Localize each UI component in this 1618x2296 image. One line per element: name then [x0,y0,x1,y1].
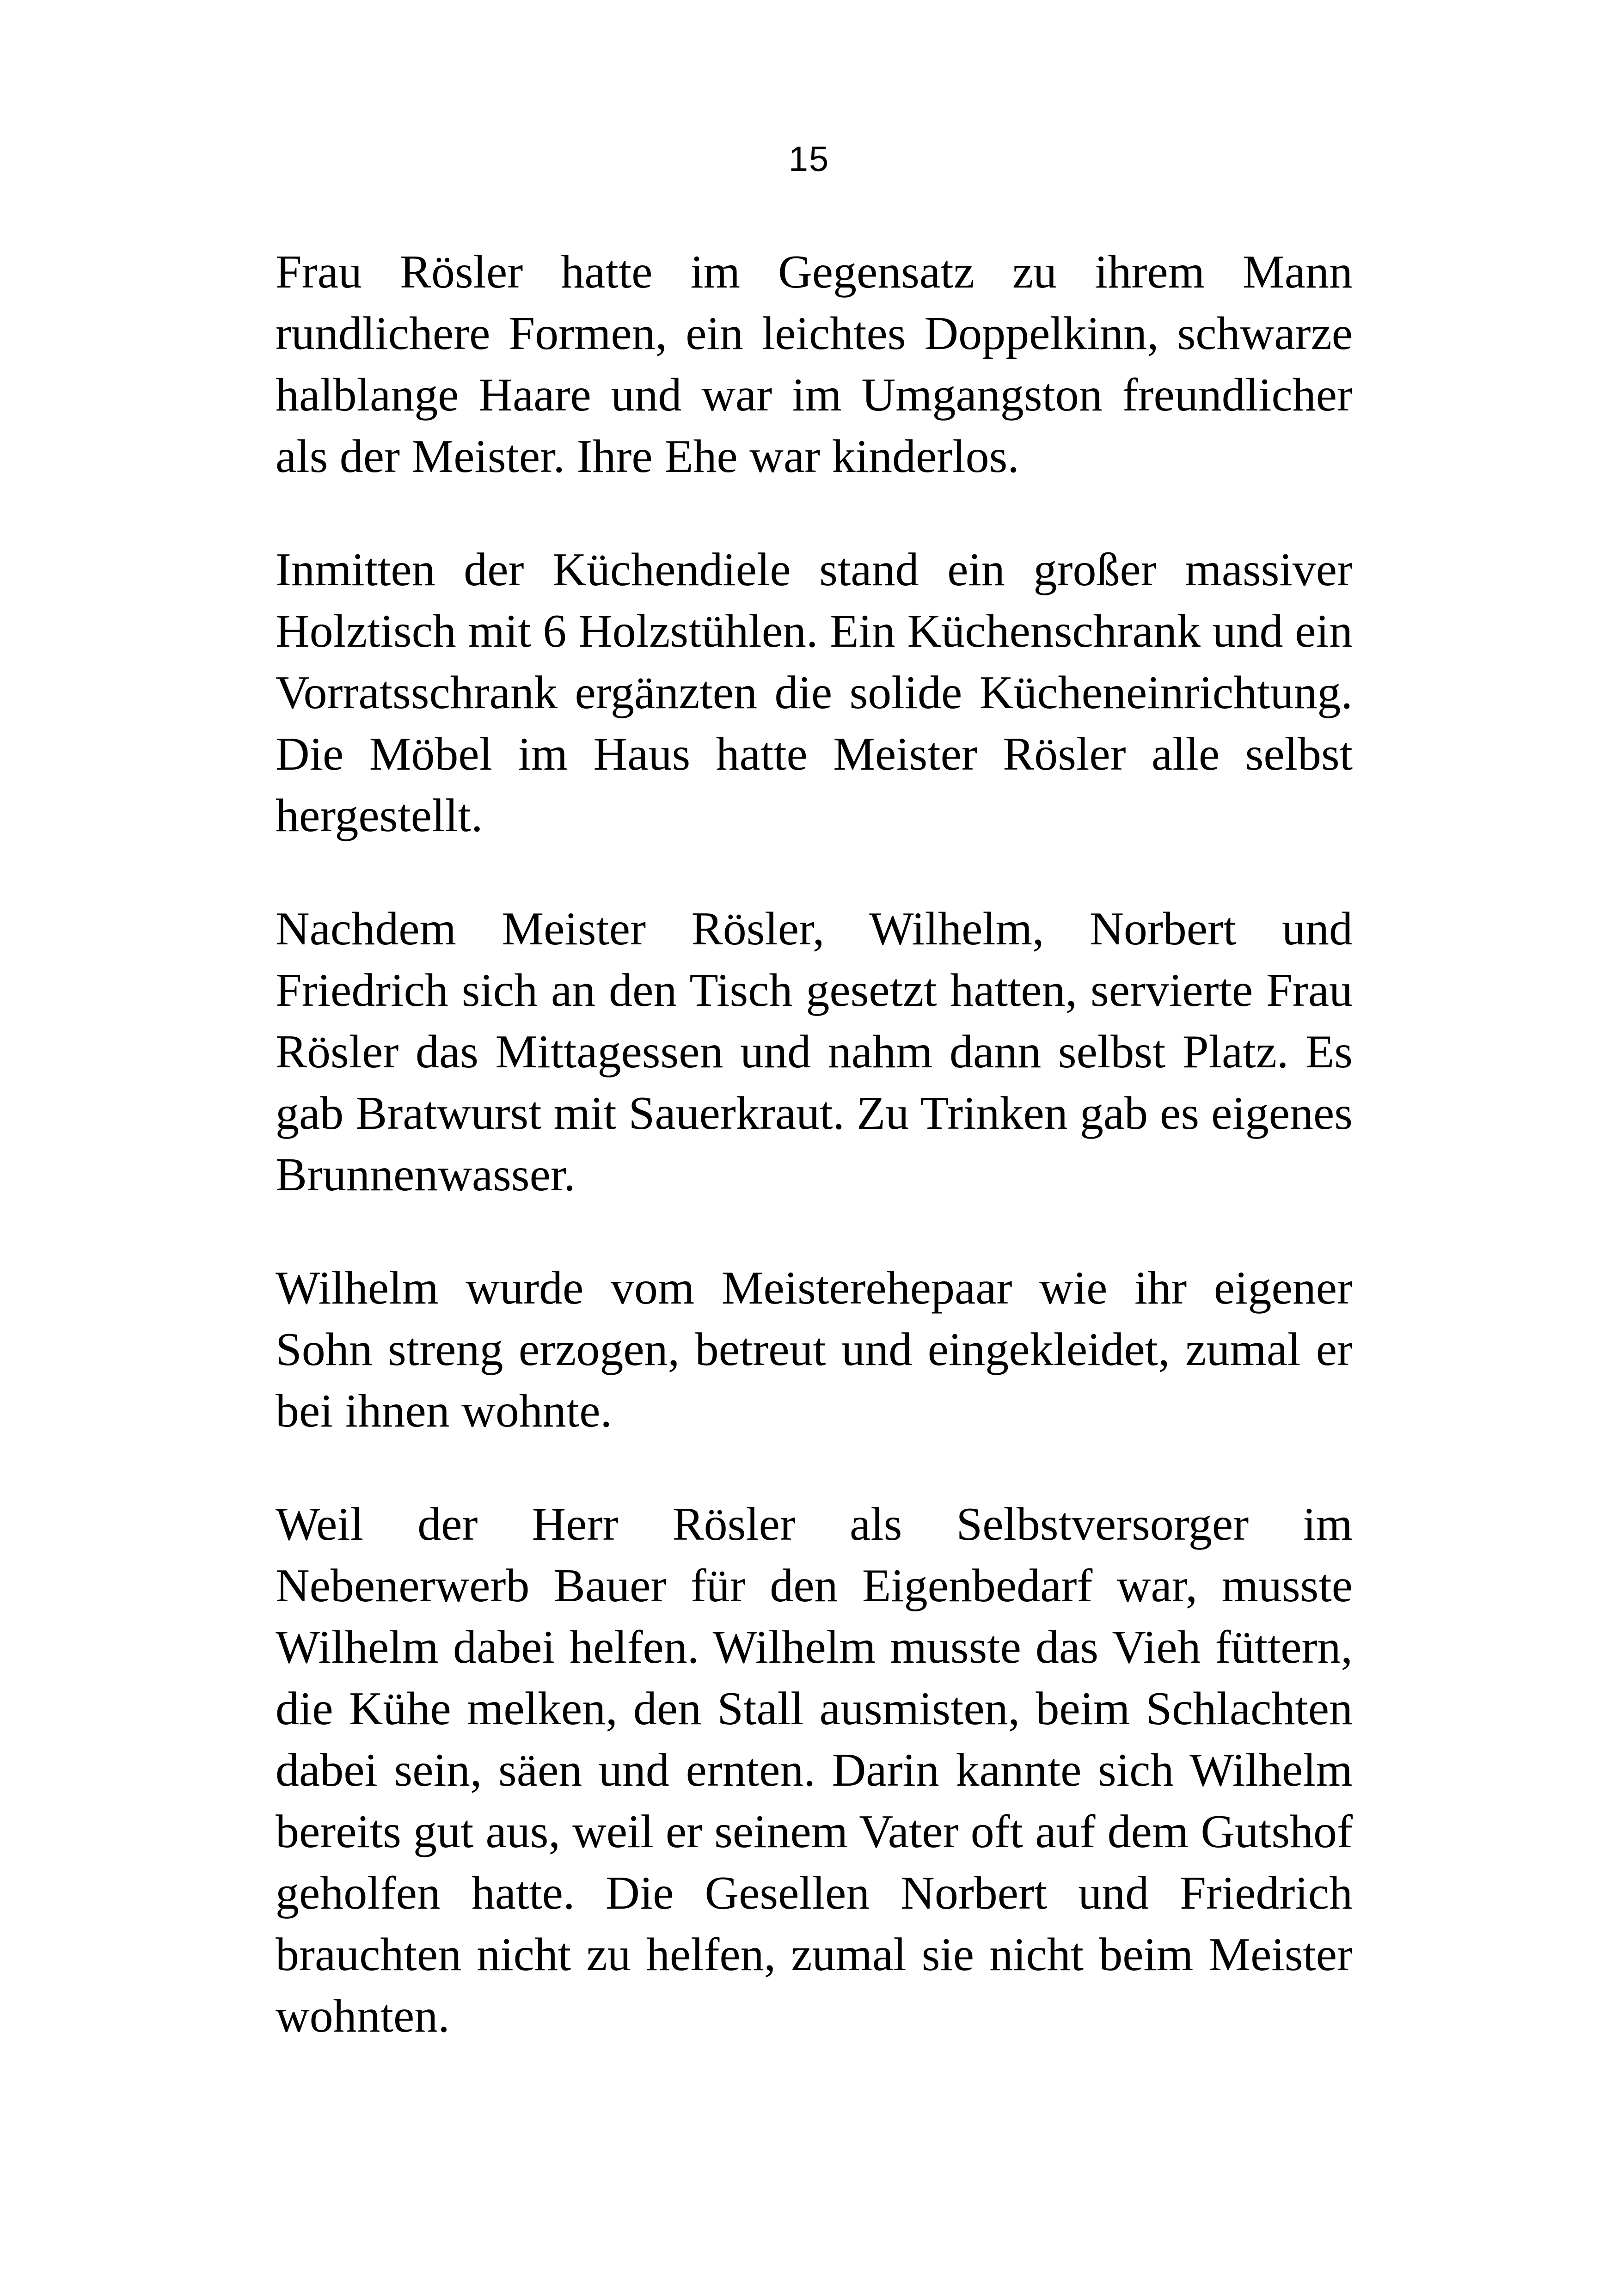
paragraph-3: Nachdem Meister Rösler, Wilhelm, Norbert und Friedrich sich an den Tisch gesetzt hatten, servierte Frau Rösler das Mittagessen und nahm dann selbst Platz. Es gab Bratwurst mit Sauerkraut. Zu Trinken gab es eigenes Brunnenwasser. [276,903,1353,1201]
paragraph-1: Frau Rösler hatte im Gegensatz zu ihrem Mann rundlichere Formen, ein leichtes Doppelkinn, schwarze halblange Haare und war im Umgangston freundlicher als der Meister. Ihre Ehe war kinderlos. [276,246,1353,483]
paragraph-2: Inmitten der Küchendiele stand ein großer massiver Holztisch mit 6 Holzstühlen. Ein Küchenschrank und ein Vorratsschrank ergänzten die solide Kücheneinrichtung. Die Möbel im Haus hatte Meister Rösler alle selbst hergestellt. [276,544,1353,842]
paragraph-4: Wilhelm wurde vom Meisterehepaar wie ihr eigener Sohn streng erzogen, betreut und eingekleidet, zumal er bei ihnen wohnte. [276,1262,1353,1437]
body-text [276,241,1353,2047]
paragraph-5: Weil der Herr Rösler als Selbstversorger im Nebenerwerb Bauer für den Eigenbedarf war, musste Wilhelm dabei helfen. Wilhelm musste das Vieh füttern, die Kühe melken, den Stall ausmisten, beim Schlachten dabei sein, säen und ernten. Darin kannte sich Wilhelm bereits gut aus, weil er seinem Vater oft auf dem Gutshof geholfen hatte. Die Gesellen Norbert und Friedrich brauchten nicht zu helfen, zumal sie nicht beim Meister wohnten. [276,1498,1353,2042]
page-number: 15 [788,140,830,179]
